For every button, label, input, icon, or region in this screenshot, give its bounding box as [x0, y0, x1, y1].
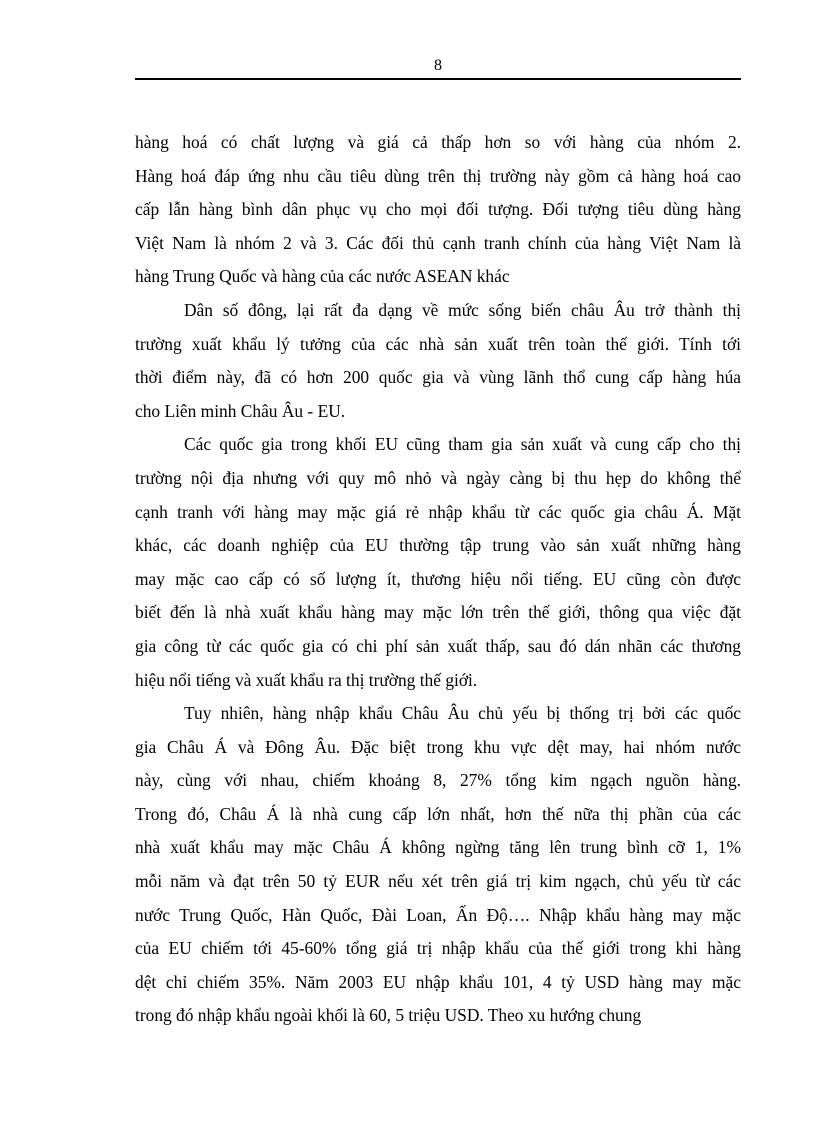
page-header: [135, 56, 741, 80]
paragraph-3-line-7: gia công từ các quốc gia có chi phí sản xuất thấp, sau đó dán nhãn các thương: [135, 635, 741, 656]
paragraph-3-line-6: biết đến là nhà xuất khẩu hàng may mặc lớn trên thế giới, thông qua việc đặt: [135, 602, 741, 623]
paragraph-1-line-5: hàng Trung Quốc và hàng của các nước ASEAN khác: [135, 266, 510, 287]
paragraph-3-line-4: khác, các doanh nghiệp của EU thường tập trung vào sản xuất những hàng: [135, 535, 741, 556]
paragraph-4-line-5: nhà xuất khẩu may mặc Châu Á không ngừng tăng lên trung bình cỡ 1, 1%: [135, 837, 741, 858]
paragraph-3-line-2: trường nội địa nhưng với quy mô nhỏ và ngày càng bị thu hẹp do không thể: [135, 467, 741, 488]
paragraph-1-line-4: Việt Nam là nhóm 2 và 3. Các đối thủ cạnh tranh chính của hàng Việt Nam là: [135, 232, 741, 253]
paragraph-3-line-1: Các quốc gia trong khối EU cũng tham gia sản xuất và cung cấp cho thị: [184, 434, 741, 455]
paragraph-4-line-10: trong đó nhập khẩu ngoài khối là 60, 5 triệu USD. Theo xu hướng chung: [135, 1005, 642, 1026]
paragraph-1-line-1: hàng hoá có chất lượng và giá cả thấp hơn so với hàng của nhóm 2.: [135, 132, 741, 152]
paragraph-2-line-2: trường xuất khẩu lý tưởng của các nhà sản xuất trên toàn thế giới. Tính tới: [135, 333, 741, 354]
paragraph-1-line-3: cấp lẫn hàng bình dân phục vụ cho mọi đối tượng. Đối tượng tiêu dùng hàng: [135, 199, 741, 220]
paragraph-3-line-5: may mặc cao cấp có số lượng ít, thương hiệu nổi tiếng. EU cũng còn được: [135, 568, 741, 589]
paragraph-4-line-4: Trong đó, Châu Á là nhà cung cấp lớn nhất, hơn thế nữa thị phần của các: [135, 803, 741, 824]
paragraph-4-line-8: của EU chiếm tới 45-60% tổng giá trị nhập khẩu của thế giới trong khi hàng: [135, 938, 741, 959]
paragraph-4-line-2: gia Châu Á và Đông Âu. Đặc biệt trong khu vực dệt may, hai nhóm nước: [135, 736, 741, 757]
paragraph-2-line-1: Dân số đông, lại rất đa dạng về mức sống biến châu Âu trở thành thị: [184, 299, 741, 320]
paragraph-2-line-3: thời điểm này, đã có hơn 200 quốc gia và vùng lãnh thổ cung cấp hàng húa: [135, 367, 741, 388]
paragraph-1-line-2: Hàng hoá đáp ứng nhu cầu tiêu dùng trên thị trường này gồm cả hàng hoá cao: [135, 165, 741, 186]
page-number: 8: [434, 57, 442, 74]
paragraph-4-line-9: dệt chỉ chiếm 35%. Năm 2003 EU nhập khẩu 101, 4 tỷ USD hàng may mặc: [135, 971, 741, 992]
paragraph-4-line-3: này, cùng với nhau, chiếm khoảng 8, 27% tổng kim ngạch nguồn hàng.: [135, 770, 741, 791]
paragraph-4-line-6: mỗi năm và đạt trên 50 tỷ EUR nếu xét trên giá trị kim ngạch, chủ yếu từ các: [135, 871, 741, 892]
paragraph-4-line-1: Tuy nhiên, hàng nhập khẩu Châu Âu chủ yếu bị thống trị bởi các quốc: [184, 703, 741, 724]
body-text: [135, 126, 741, 1033]
paragraph-3-line-3: cạnh tranh với hàng may mặc giá rẻ nhập khẩu từ các quốc gia châu Á. Mặt: [135, 501, 741, 522]
paragraph-2-line-4: cho Liên minh Châu Âu - EU.: [135, 400, 346, 421]
paragraph-3-line-8: hiệu nổi tiếng và xuất khẩu ra thị trường thế giới.: [135, 669, 478, 690]
paragraph-4-line-7: nước Trung Quốc, Hàn Quốc, Đài Loan, Ấn Độ…. Nhập khẩu hàng may mặc: [135, 904, 741, 925]
